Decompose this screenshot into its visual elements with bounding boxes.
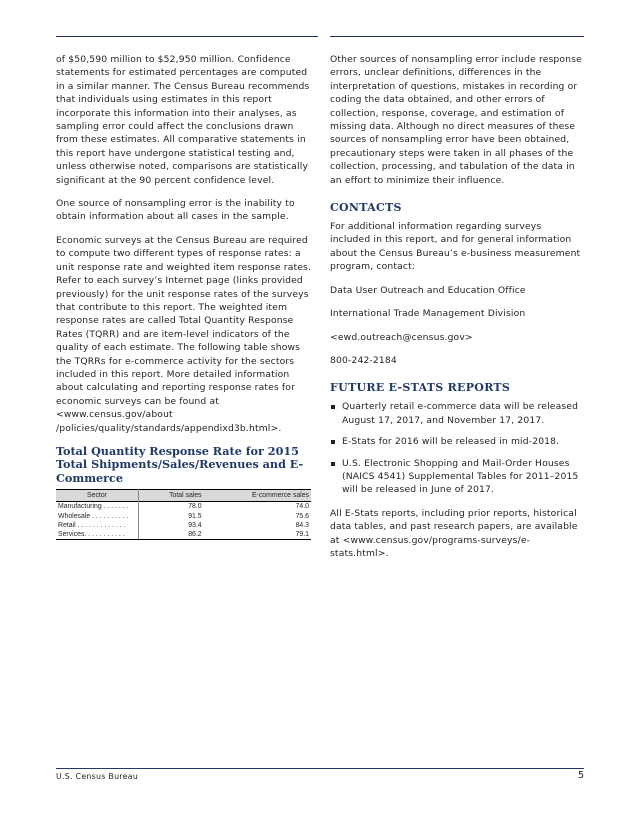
contacts-intro: For additional information regarding surveys included in this report, and for general information about the Census Bureau’s e-business measurement program, contact: xyxy=(330,221,581,273)
cell-ecommerce: 74.0 xyxy=(295,503,309,511)
bullet-icon xyxy=(331,462,335,466)
cell-sector: Retail . . . . . . . . . . . . . xyxy=(56,521,139,530)
table-title: Total Quantity Response Rate for 2015 Total Shipments/Sales/Revenues and E-Commerce xyxy=(56,443,304,485)
list-item-text: E-Stats for 2016 will be released in mid-2018. xyxy=(342,436,560,448)
left-column xyxy=(56,36,318,540)
table-row xyxy=(56,502,311,512)
list-item-text: U.S. Electronic Shopping and Mail-Order Houses (NAICS 4541) Supplemental Tables for 2011–2015 will be released in June of 2017. xyxy=(342,457,579,496)
list-item xyxy=(330,400,584,427)
list-item-text: Quarterly retail e-commerce data will be released August 17, 2017, and November 17, 2017. xyxy=(342,401,579,426)
future-reports-heading: FUTURE E-STATS REPORTS xyxy=(330,381,511,395)
table-row xyxy=(56,521,311,530)
cell-sector: Services. . . . . . . . . . . xyxy=(56,530,139,540)
cell-ecommerce: 84.3 xyxy=(295,521,309,529)
cell-total: 78.0 xyxy=(188,503,202,511)
cell-total: 86.2 xyxy=(139,530,204,540)
cell-total: 93.4 xyxy=(188,521,202,529)
footer-source: U.S. Census Bureau xyxy=(56,772,139,781)
contact-email[interactable]: <ewd.outreach@census.gov> xyxy=(330,331,473,343)
page-number: 5 xyxy=(577,770,584,781)
paragraph-nonsampling: One source of nonsampling error is the inability to obtain information about all cases in the sample. xyxy=(56,198,295,223)
future-reports-list xyxy=(330,400,584,496)
list-item xyxy=(330,435,584,448)
paragraph-closing: All E-Stats reports, including prior reports, historical data tables, and past research papers, are available at <www.census.gov/programs-surveys/e-stats.html>. xyxy=(330,507,578,559)
table-row xyxy=(56,530,311,540)
bullet-icon xyxy=(331,405,335,409)
cell-sector: Manufacturing . . . . . . . xyxy=(56,502,139,512)
paragraph-other-sources: Other sources of nonsampling error include response errors, unclear definitions, differences in the interpretation of questions, mistakes in recording or coding the data obtained, and other errors of collection, response, coverage, and estimation of missing data. Although no direct measures of these sources of nonsampling error have been obtained, precautionary steps were taken in all phases of the collection, processing, and tabulation of the data in an effort to minimize their influence. xyxy=(330,54,582,186)
contact-office: Data User Outreach and Education Office xyxy=(330,284,526,296)
contact-division: International Trade Management Division xyxy=(330,308,526,320)
table-header-row xyxy=(56,490,311,502)
cell-ecommerce: 75.6 xyxy=(295,512,309,520)
contacts-heading: CONTACTS xyxy=(330,201,402,215)
cell-sector: Wholesale . . . . . . . . . . xyxy=(56,512,139,521)
paragraph-response-rates: Economic surveys at the Census Bureau are required to compute two different types of response rates: a unit response rate and weighted item response rates. Refer to each survey’s Internet page (links provided previously) for the unit response rates of the surveys that contribute to this report. The weighted item response rates are called Total Quantity Response Rates (TQRR) and are item-level indicators of the quality of each estimate. The following table shows the TQRRs for e-commerce activity for the sectors included in this report. More detailed information about calculating and reporting response rates for economic surveys can be found at <www.census.gov/about /policies/quality/standards/appendixd3b.html>. xyxy=(56,234,312,434)
footer-divider xyxy=(56,768,584,769)
bullet-icon xyxy=(331,440,335,444)
contact-phone: 800-242-2184 xyxy=(330,354,397,366)
cell-total: 91.5 xyxy=(188,512,202,520)
table-row xyxy=(56,512,311,521)
right-column xyxy=(330,36,584,570)
header-total-sales: Total sales xyxy=(169,492,202,500)
cell-ecommerce: 79.1 xyxy=(204,530,311,540)
paragraph-confidence: of $50,590 million to $52,950 million. Confidence statements for estimated percentages are computed in a similar manner. The Census Bureau recommends that individuals using estimates in this report incorporate this information into their analyses, as sampling error could affect the conclusions drawn from these estimates. All comparative statements in this report have undergone statistical testing and, unless otherwise noted, comparisons are statistically significant at the 90 percent confidence level. xyxy=(56,54,310,186)
header-ecommerce-sales: E-commerce sales xyxy=(251,492,309,500)
tqrr-table xyxy=(56,489,311,540)
header-sector: Sector xyxy=(56,490,139,502)
list-item xyxy=(330,457,584,497)
